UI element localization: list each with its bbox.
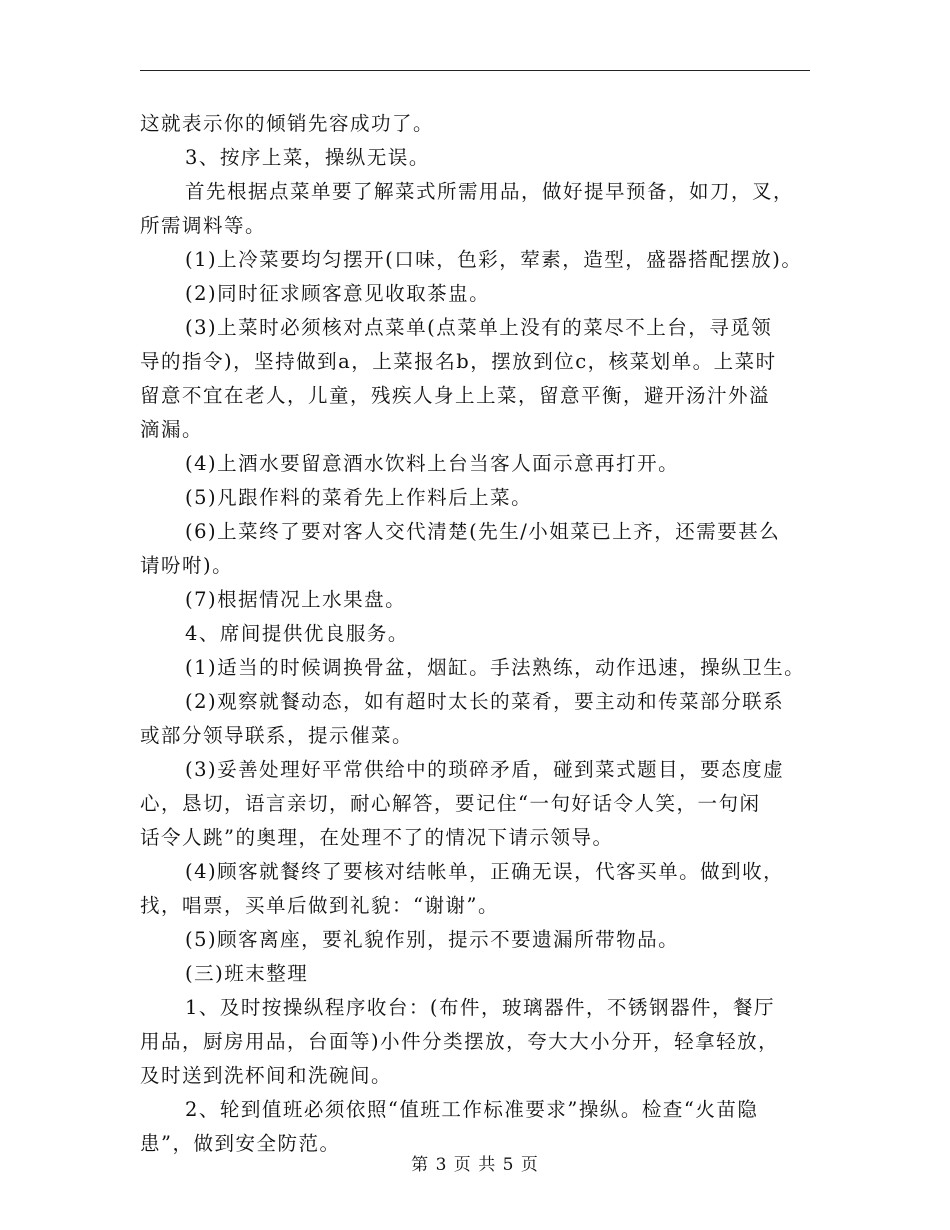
- paragraph-line: (1)上冷菜要均匀摆开(口味，色彩，荤素，造型，盛器搭配摆放)。: [185, 248, 803, 271]
- paragraph-line: (5)顾客离座，要礼貌作别，提示不要遗漏所带物品。: [185, 928, 680, 951]
- paragraph-line: 所需调料等。: [140, 214, 267, 237]
- paragraph-line: (2)同时征求顾客意见收取茶盅。: [185, 282, 491, 305]
- paragraph-line: 留意不宜在老人，儿童，残疾人身上上菜，留意平衡，避开汤汁外溢: [140, 384, 771, 407]
- paragraph-line: 滴漏。: [140, 418, 204, 441]
- paragraph-line: 导的指令)，坚持做到a，上菜报名b，摆放到位c，核菜划单。上菜时: [140, 350, 777, 373]
- paragraph-line: 请吩咐)。: [140, 554, 234, 577]
- paragraph-line: 1、及时按操纵程序收台：(布件，玻璃器件，不锈钢器件，餐厅: [185, 996, 776, 1019]
- footer-label-di: 第: [411, 1155, 430, 1175]
- paragraph-line: (6)上菜终了要对客人交代清楚(先生/小姐菜已上齐，还需要甚么: [185, 520, 781, 543]
- paragraph-line: 及时送到洗杯间和洗碗间。: [140, 1064, 393, 1087]
- paragraph-line: (3)上菜时必须核对点菜单(点菜单上没有的菜尽不上台，寻觅领: [185, 316, 773, 339]
- paragraph-line: 4、席间提供优良服务。: [185, 622, 409, 645]
- paragraph-line: 找，唱票，买单后做到礼貌：“谢谢”。: [140, 894, 499, 917]
- paragraph-line: (4)顾客就餐终了要核对结帐单，正确无误，代客买单。做到收，: [185, 860, 785, 883]
- total-page-count: 5: [502, 1155, 515, 1175]
- paragraph-line: 患”，做到安全防范。: [140, 1132, 341, 1155]
- paragraph-line: 2、轮到值班必须依照“值班工作标准要求”操纵。检查“火苗隐: [185, 1098, 759, 1121]
- paragraph-line: (4)上酒水要留意酒水饮料上台当客人面示意再打开。: [185, 452, 680, 475]
- footer-label-gong: 共: [478, 1155, 497, 1175]
- paragraph-line: 用品，厨房用品，台面等)小件分类摆放，夸大大小分开，轻拿轻放，: [140, 1030, 780, 1053]
- footer-label-ye: 页: [453, 1155, 472, 1175]
- paragraph-line: 这就表示你的倾销先容成功了。: [140, 112, 435, 135]
- paragraph-line: (3)妥善处理好平常供给中的琐碎矛盾，碰到菜式题目，要态度虚: [185, 758, 785, 781]
- document-body: [140, 107, 820, 1161]
- footer-label-ye-2: 页: [520, 1155, 539, 1175]
- paragraph-line: 3、按序上菜，操纵无误。: [185, 146, 430, 169]
- paragraph-line: (1)适当的时候调换骨盆，烟缸。手法熟练，动作迅速，操纵卫生。: [185, 656, 806, 679]
- paragraph-line: 话令人跳”的奥理，在处理不了的情况下请示领导。: [140, 826, 614, 849]
- paragraph-line: 或部分领导联系，提示催菜。: [140, 724, 414, 747]
- paragraph-line: (2)观察就餐动态，如有超时太长的菜肴，要主动和传菜部分联系: [185, 690, 785, 713]
- current-page-number: 3: [435, 1155, 448, 1175]
- page-number-footer: [0, 1150, 950, 1175]
- paragraph-line: (7)根据情况上水果盘。: [185, 588, 407, 611]
- paragraph-line: 首先根据点菜单要了解菜式所需用品，做好提早预备，如刀，叉，: [185, 180, 795, 203]
- header-rule: [140, 70, 810, 71]
- paragraph-line: (5)凡跟作料的菜肴先上作料后上菜。: [185, 486, 533, 509]
- section-heading: (三)班末整理: [185, 962, 309, 985]
- paragraph-line: 心，恳切，语言亲切，耐心解答，要记住“一句好话令人笑，一句闲: [140, 792, 761, 815]
